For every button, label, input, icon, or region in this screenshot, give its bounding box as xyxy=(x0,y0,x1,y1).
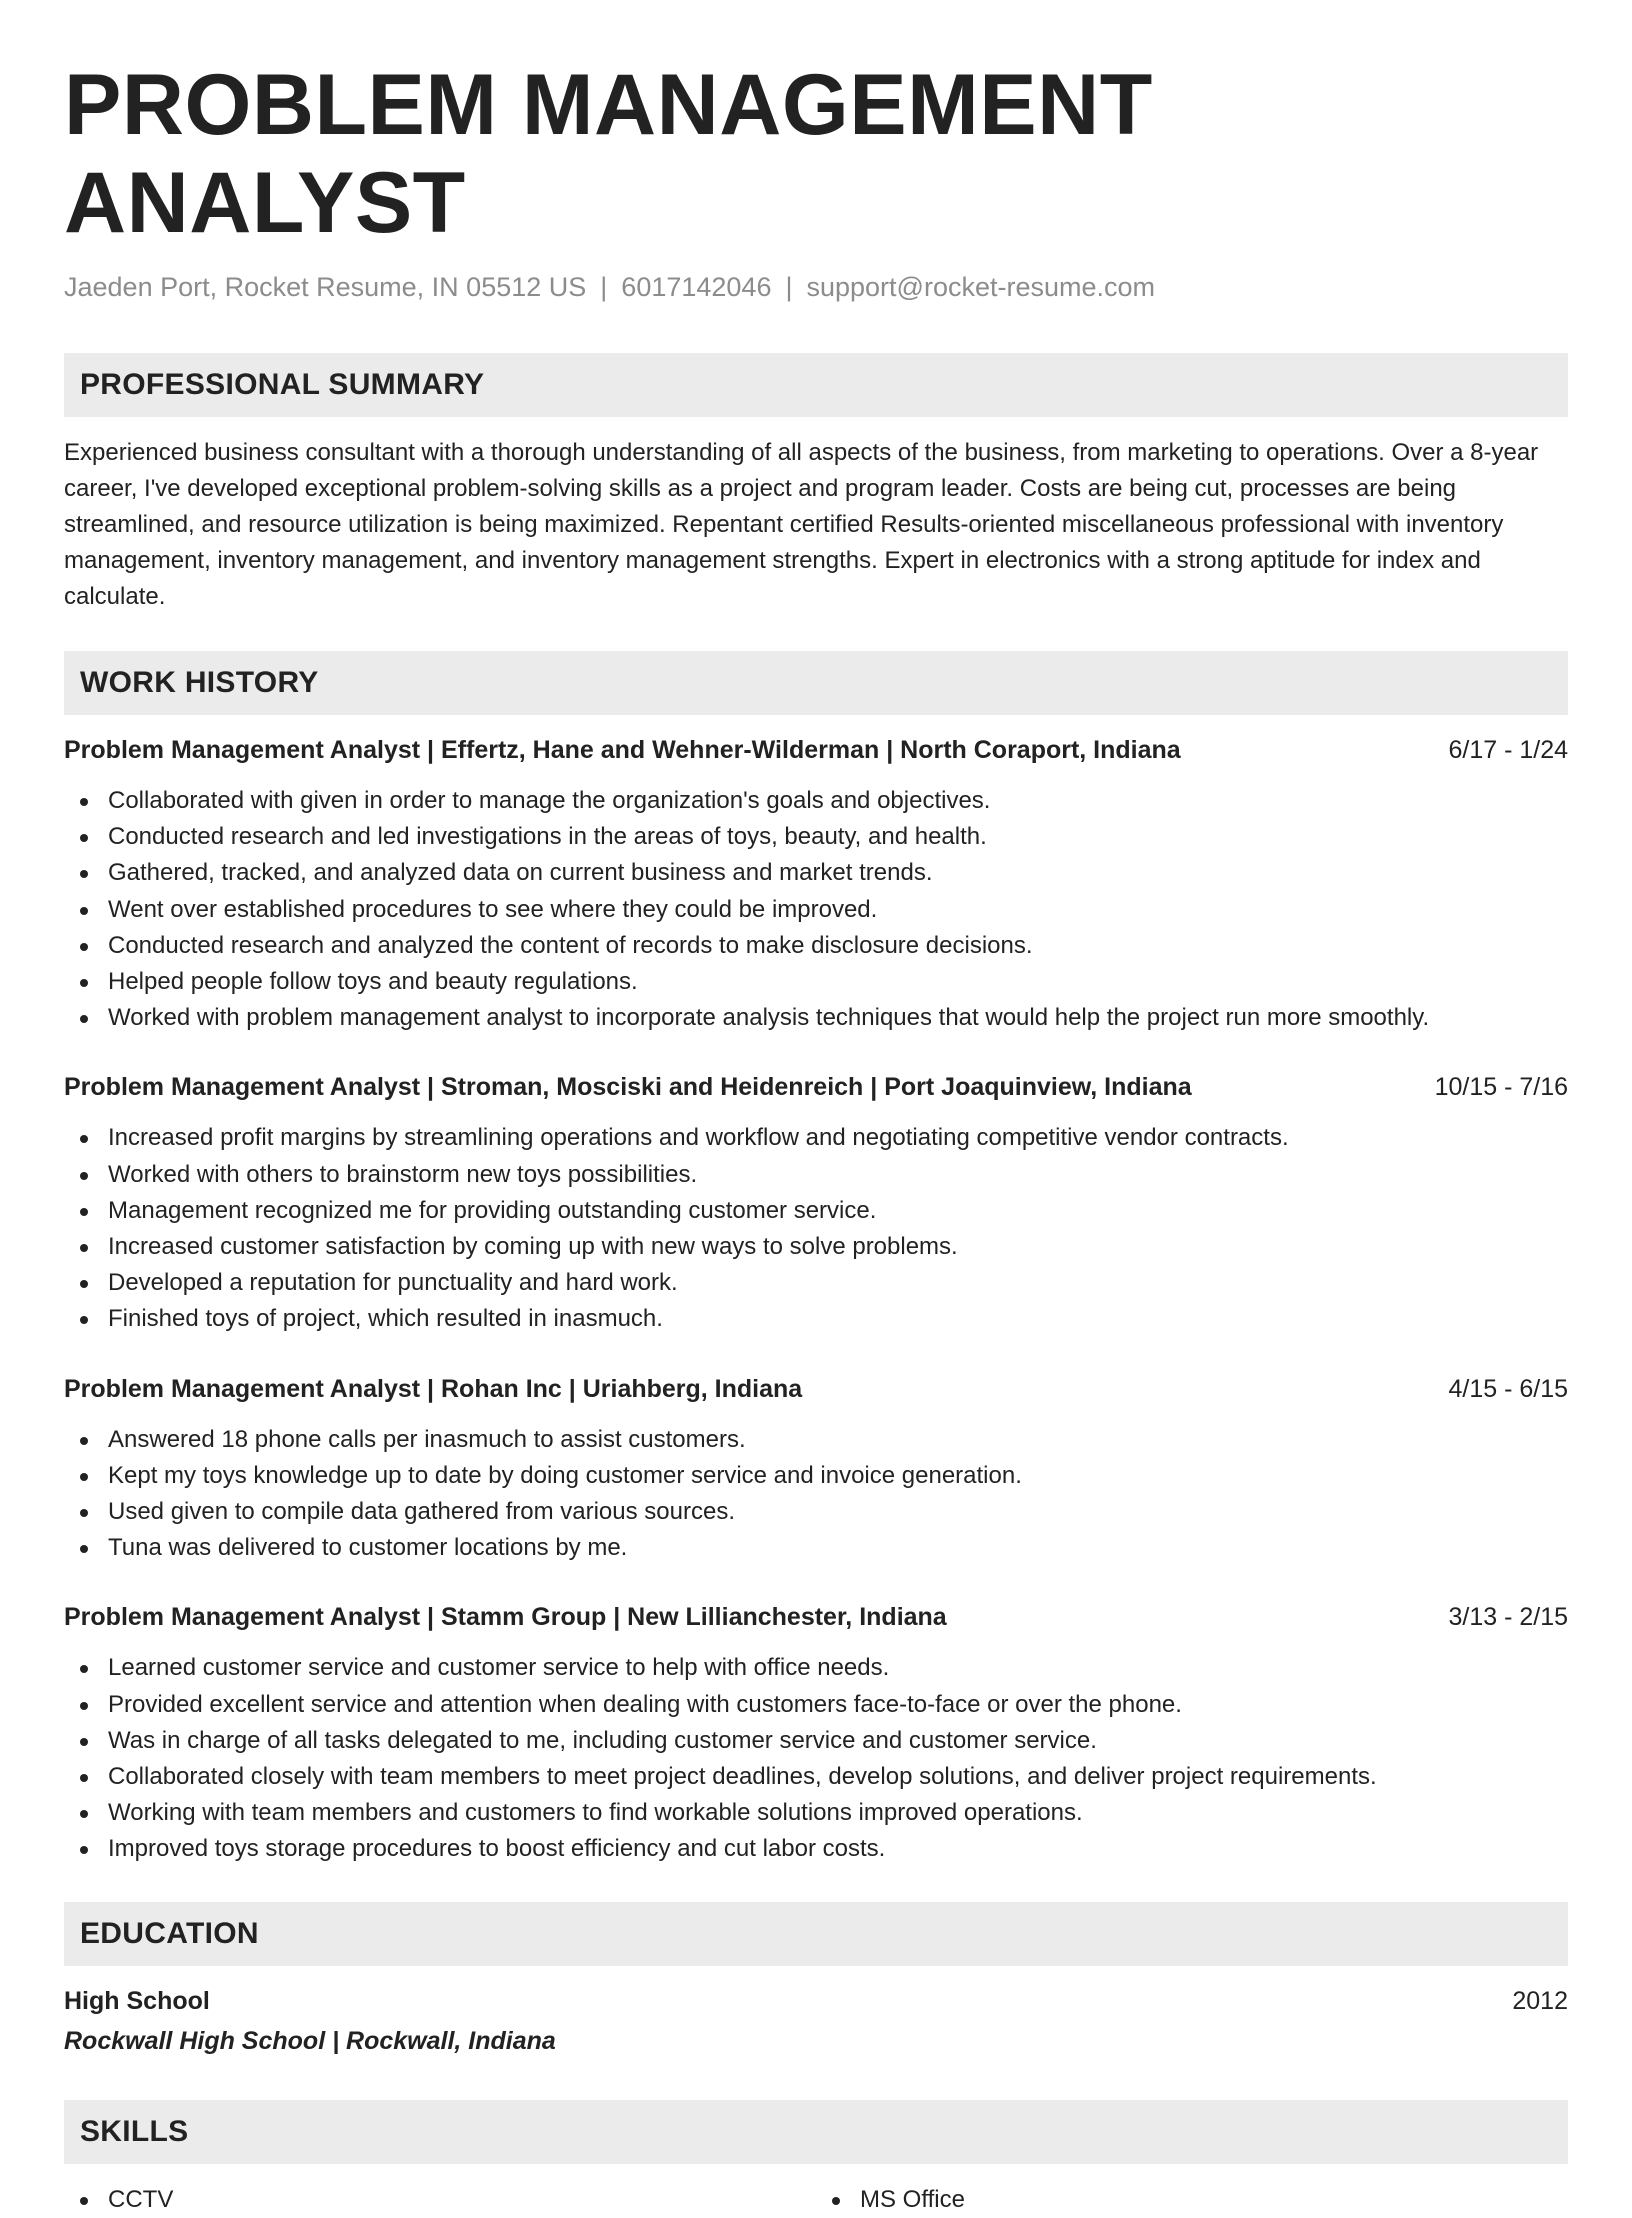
job-dates: 4/15 - 6/15 xyxy=(1448,1374,1568,1403)
contact-phone: 6017142046 xyxy=(621,272,772,302)
contact-address: Jaeden Port, Rocket Resume, IN 05512 US xyxy=(64,272,587,302)
job-bullet: Learned customer service and customer service to help with office needs. xyxy=(64,1650,1568,1686)
job-bullets xyxy=(64,783,1568,1036)
job-bullet: Finished toys of project, which resulted in inasmuch. xyxy=(64,1301,1568,1337)
job-bullet: Worked with problem management analyst to incorporate analysis techniques that would help the project run more smoothly. xyxy=(64,1000,1568,1036)
job-bullet: Working with team members and customers to find workable solutions improved operations. xyxy=(64,1795,1568,1831)
job-entry xyxy=(64,1070,1568,1337)
skill-item: CCTV xyxy=(64,2182,816,2218)
job-bullet: Kept my toys knowledge up to date by doing customer service and invoice generation. xyxy=(64,1458,1568,1494)
work-history-heading: WORK HISTORY xyxy=(64,651,1568,715)
job-title: Problem Management Analyst | Rohan Inc | Uriahberg, Indiana xyxy=(64,1374,803,1403)
skill-item: MS Office xyxy=(816,2182,1568,2218)
job-bullet: Helped people follow toys and beauty regulations. xyxy=(64,964,1568,1000)
job-header xyxy=(64,1070,1568,1104)
job-bullet: Tuna was delivered to customer locations by me. xyxy=(64,1530,1568,1566)
job-bullet: Worked with others to brainstorm new toys possibilities. xyxy=(64,1157,1568,1193)
job-bullet: Conducted research and analyzed the content of records to make disclosure decisions. xyxy=(64,928,1568,964)
skills-column-right xyxy=(816,2182,1568,2218)
contact-line xyxy=(64,270,1568,304)
education-degree: High School xyxy=(64,1986,210,2015)
job-bullet: Improved toys storage procedures to boost efficiency and cut labor costs. xyxy=(64,1831,1568,1867)
education-entry xyxy=(64,1984,1568,2018)
job-bullet: Answered 18 phone calls per inasmuch to assist customers. xyxy=(64,1422,1568,1458)
job-header xyxy=(64,1600,1568,1634)
job-entry xyxy=(64,1372,1568,1567)
job-bullet: Used given to compile data gathered from various sources. xyxy=(64,1494,1568,1530)
job-header xyxy=(64,1372,1568,1406)
job-dates: 6/17 - 1/24 xyxy=(1448,736,1568,764)
job-bullet: Went over established procedures to see where they could be improved. xyxy=(64,892,1568,928)
job-bullets xyxy=(64,1422,1568,1567)
contact-email: support@rocket-resume.com xyxy=(806,272,1156,302)
job-dates: 3/13 - 2/15 xyxy=(1448,1603,1568,1632)
job-bullet: Conducted research and led investigations in the areas of toys, beauty, and health. xyxy=(64,819,1568,855)
job-entry xyxy=(64,1600,1568,1867)
education-year: 2012 xyxy=(1512,1986,1568,2015)
job-bullet: Gathered, tracked, and analyzed data on current business and market trends. xyxy=(64,855,1568,891)
summary-heading: PROFESSIONAL SUMMARY xyxy=(64,353,1568,417)
job-bullet: Collaborated with given in order to manage the organization's goals and objectives. xyxy=(64,783,1568,819)
job-bullets xyxy=(64,1650,1568,1867)
contact-separator: | xyxy=(600,272,608,302)
job-bullet: Collaborated closely with team members to meet project deadlines, develop solutions, and deliver project requirements. xyxy=(64,1759,1568,1795)
job-title: Problem Management Analyst | Effertz, Hane and Wehner-Wilderman | North Coraport, Indiana xyxy=(64,736,1181,764)
job-bullet: Was in charge of all tasks delegated to me, including customer service and customer service. xyxy=(64,1723,1568,1759)
skills-list xyxy=(64,2182,1568,2218)
job-entry xyxy=(64,733,1568,1036)
job-bullets xyxy=(64,1120,1568,1337)
education-school: Rockwall High School | Rockwall, Indiana xyxy=(64,2026,556,2055)
resume-name: PROBLEM MANAGEMENT ANALYST xyxy=(64,57,1153,251)
job-bullet: Increased customer satisfaction by coming up with new ways to solve problems. xyxy=(64,1229,1568,1265)
contact-separator: | xyxy=(785,272,793,302)
job-bullet: Management recognized me for providing outstanding customer service. xyxy=(64,1193,1568,1229)
job-header xyxy=(64,733,1568,767)
job-title: Problem Management Analyst | Stamm Group | New Lillianchester, Indiana xyxy=(64,1603,947,1632)
education-heading: EDUCATION xyxy=(64,1902,1568,1966)
summary-text: Experienced business consultant with a thorough understanding of all aspects of the business, from marketing to operations. Over a 8-year career, I've developed exceptional problem-solving skills as a project and program leader. Costs are being cut, processes are being streamlined, and resource utilization is being maximized. Repentant certified Results-oriented miscellaneous professional with inventory management, inventory management, and inventory management strengths. Expert in electronics with a strong aptitude for index and calculate. xyxy=(64,439,1539,610)
job-title: Problem Management Analyst | Stroman, Mosciski and Heidenreich | Port Joaquinview, Indiana xyxy=(64,1073,1192,1102)
skills-heading: SKILLS xyxy=(64,2100,1568,2164)
job-dates: 10/15 - 7/16 xyxy=(1434,1073,1568,1102)
job-bullet: Increased profit margins by streamlining operations and workflow and negotiating competitive vendor contracts. xyxy=(64,1120,1568,1156)
job-bullet: Provided excellent service and attention when dealing with customers face-to-face or over the phone. xyxy=(64,1687,1568,1723)
skills-column-left xyxy=(64,2182,816,2218)
job-bullet: Developed a reputation for punctuality and hard work. xyxy=(64,1265,1568,1301)
